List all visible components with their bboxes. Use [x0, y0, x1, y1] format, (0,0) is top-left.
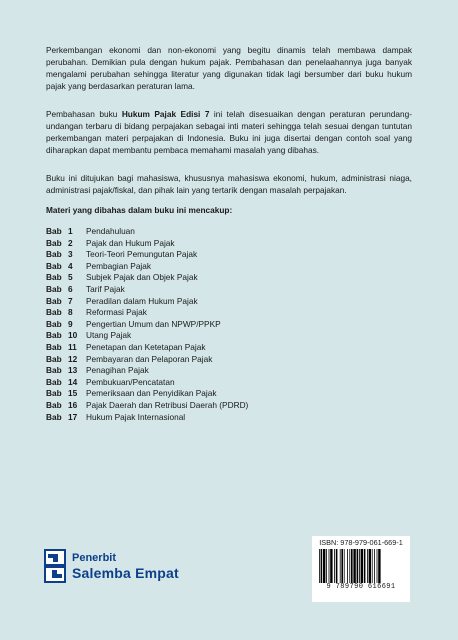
chapter-bab-label: Bab — [46, 341, 62, 352]
paragraph-2-rest: ini telah disesuaikan dengan peraturan perundang-undangan terbaru di bidang perpajakan sebagai inti materi sehingga telah sesuai dengan tuntutan perkembangan materi perpajakan di Indonesia. Buku ini juga disertai dengan contoh soal yang diharapkan dapat membantu pembaca memahami masalah yang dibahas. — [46, 109, 412, 155]
chapter-row — [46, 226, 248, 238]
barcode-bar — [349, 549, 350, 583]
barcode-bar — [344, 549, 345, 583]
barcode-bar — [326, 549, 327, 583]
chapter-number: 3 — [68, 249, 73, 260]
chapter-number: 7 — [68, 295, 73, 306]
barcode-bar — [377, 549, 378, 583]
chapter-title: Penetapan dan Ketetapan Pajak — [86, 341, 206, 352]
chapter-row — [46, 319, 248, 331]
barcode-bar — [347, 549, 348, 583]
barcode-bar — [329, 549, 330, 583]
chapter-bab-label: Bab — [46, 411, 62, 422]
chapter-row — [46, 296, 248, 308]
chapter-title: Hukum Pajak Internasional — [86, 411, 186, 422]
chapter-title: Peradilan dalam Hukum Pajak — [86, 295, 198, 306]
description-paragraph-2 — [46, 108, 412, 156]
barcode-bar — [353, 549, 355, 583]
chapter-title: Utang Pajak — [86, 330, 132, 341]
chapter-list-heading: Materi yang dibahas dalam buku ini mencakup: — [46, 205, 233, 215]
publisher-block — [44, 549, 179, 583]
chapter-bab-label: Bab — [46, 353, 62, 364]
chapter-bab-label: Bab — [46, 388, 62, 399]
book-title-bold: Hukum Pajak Edisi 7 — [121, 109, 210, 119]
chapter-bab-label: Bab — [46, 260, 62, 271]
description-paragraph-3: Buku ini ditujukan bagi mahasiswa, khususnya mahasiswa ekonomi, hukum, administrasi niaga, administrasi pajak/fiskal, dan pihak lain yang tertarik dengan masalah perpajakan. — [46, 173, 412, 195]
chapter-row — [46, 261, 248, 273]
chapter-title: Pengertian Umum dan NPWP/PPKP — [86, 318, 221, 329]
chapter-title: Reformasi Pajak — [86, 307, 147, 318]
barcode-bar — [319, 549, 320, 583]
chapter-title: Pembayaran dan Pelaporan Pajak — [86, 353, 213, 364]
barcode-bar — [336, 549, 338, 583]
chapter-title: Pembukuan/Pencatatan — [86, 376, 175, 387]
paragraph-2-start: Pembahasan buku — [46, 109, 122, 119]
salemba-logo-icon — [44, 549, 66, 583]
barcode-bar — [351, 549, 353, 583]
chapter-bab-label: Bab — [46, 330, 62, 341]
barcode-bar — [372, 549, 373, 583]
barcode-bar — [359, 549, 360, 583]
barcode-bar — [323, 549, 325, 583]
isbn-barcode-box — [312, 536, 410, 602]
chapter-number: 12 — [68, 353, 78, 364]
barcode-bar — [361, 549, 363, 583]
chapter-number: 15 — [68, 388, 78, 399]
chapter-bab-label: Bab — [46, 295, 62, 306]
barcode-bar — [367, 549, 368, 583]
chapter-row — [46, 330, 248, 342]
chapter-bab-label: Bab — [46, 376, 62, 387]
barcode-bar — [330, 549, 332, 583]
barcode-bar — [340, 549, 341, 583]
chapter-number: 5 — [68, 272, 73, 283]
chapter-number: 1 — [68, 226, 73, 236]
chapter-row — [46, 342, 248, 354]
chapter-number: 11 — [68, 341, 77, 352]
barcode-bar — [321, 549, 323, 583]
chapter-row — [46, 307, 248, 319]
chapter-number: 8 — [68, 307, 73, 318]
chapter-number: 17 — [68, 411, 78, 422]
chapter-row — [46, 272, 248, 284]
publisher-name — [72, 552, 179, 581]
chapter-number: 13 — [68, 365, 78, 376]
chapter-bab-label: Bab — [46, 272, 62, 283]
chapter-row — [46, 388, 248, 400]
chapter-title: Pemeriksaan dan Penyidikan Pajak — [86, 388, 217, 399]
description-paragraph-1: Perkembangan ekonomi dan non-ekonomi yang begitu dinamis telah membawa dampak perubahan. Demikian pula dengan hukum pajak. Pembahasan dan penelaahannya juga banyak mengalami perubahan sehingga literatur yang digunakan tidak lagi bersumber dari buku hukum pajak yang berdasarkan peraturan lama. — [46, 45, 412, 91]
chapter-bab-label: Bab — [46, 307, 62, 318]
chapter-number: 9 — [68, 318, 73, 329]
chapter-title: Subjek Pajak dan Objek Pajak — [86, 272, 198, 283]
chapter-bab-label: Bab — [46, 365, 62, 376]
chapter-bab-label: Bab — [46, 399, 62, 410]
chapter-number: 2 — [68, 237, 73, 248]
barcode-bar — [378, 549, 380, 583]
chapter-row — [46, 354, 248, 366]
chapter-number: 16 — [68, 399, 78, 410]
chapter-row — [46, 365, 248, 377]
chapter-bab-label: Bab — [46, 249, 62, 260]
chapter-list — [46, 226, 248, 423]
publisher-title: Salemba Empat — [72, 564, 179, 581]
chapter-bab-label: Bab — [46, 318, 62, 329]
barcode-bar — [369, 549, 371, 583]
chapter-row — [46, 238, 248, 250]
chapter-title: Penagihan Pajak — [86, 365, 149, 376]
chapter-row — [46, 400, 248, 412]
chapter-bab-label: Bab — [46, 226, 62, 236]
chapter-row — [46, 249, 248, 261]
chapter-number: 14 — [68, 376, 78, 387]
barcode-bar — [341, 549, 343, 583]
barcode-bar — [334, 549, 335, 583]
chapter-bab-label: Bab — [46, 283, 62, 294]
chapter-title: Tarif Pajak — [86, 283, 125, 294]
chapter-row — [46, 284, 248, 296]
barcode-digits: 9 789790 616691 — [326, 583, 396, 591]
chapter-number: 4 — [68, 260, 73, 271]
chapter-title: Pendahuluan — [86, 226, 135, 236]
chapter-number: 10 — [68, 330, 78, 341]
chapter-title: Pembagian Pajak — [86, 260, 152, 271]
chapter-title: Pajak Daerah dan Retribusi Daerah (PDRD) — [86, 399, 249, 410]
chapter-title: Pajak dan Hukum Pajak — [86, 237, 175, 248]
chapter-title: Teori-Teori Pemungutan Pajak — [86, 249, 198, 260]
chapter-row — [46, 412, 248, 424]
barcode-bar — [374, 549, 375, 583]
barcode — [317, 549, 405, 583]
chapter-row — [46, 377, 248, 389]
barcode-bar — [364, 549, 366, 583]
isbn-number: ISBN: 978-979-061-669-1 — [319, 538, 403, 547]
chapter-number: 6 — [68, 283, 73, 294]
publisher-label: Penerbit — [72, 551, 117, 564]
barcode-bar — [357, 549, 359, 583]
chapter-bab-label: Bab — [46, 237, 62, 248]
